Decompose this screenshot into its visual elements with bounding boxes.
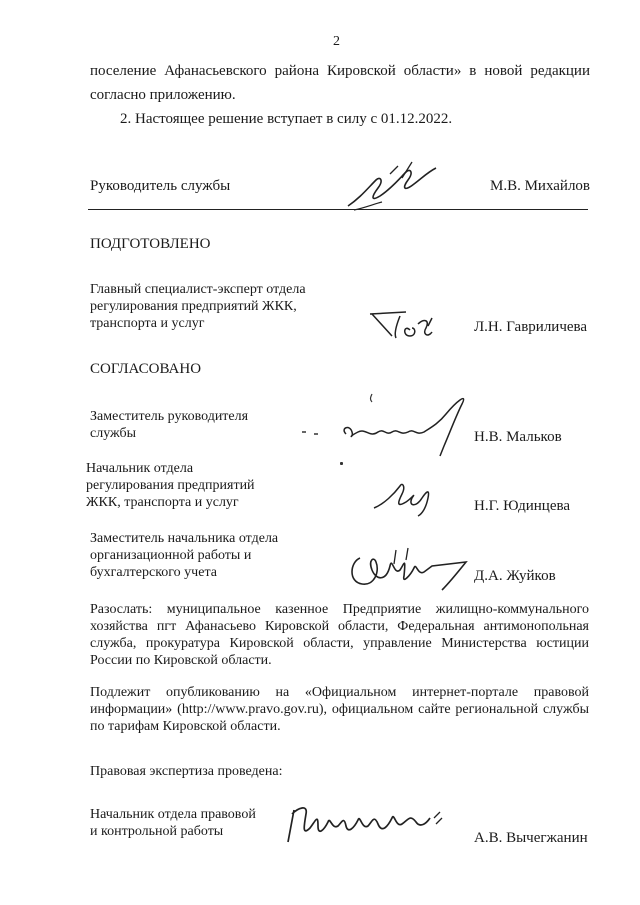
agreed-1-line-2: службы	[90, 426, 137, 441]
page-number: 2	[333, 34, 340, 49]
prepared-name: Л.Н. Гавриличева	[474, 319, 588, 335]
agreed-3-name: Д.А. Жуйков	[474, 568, 556, 584]
intro-line-1: поселение Афанасьевского района Кировской области» в новой редакции	[90, 63, 590, 79]
head-name: М.В. Михайлов	[490, 178, 591, 194]
prepared-heading: ПОДГОТОВЛЕНО	[90, 236, 211, 252]
prepared-line-2: регулирования предприятий ЖКК,	[90, 299, 297, 314]
legal-signature	[284, 800, 444, 850]
agreed-heading: СОГЛАСОВАНО	[90, 361, 202, 377]
agreed-3-line-3: бухгалтерского учета	[90, 565, 217, 580]
agreed-2-name: Н.Г. Юдинцева	[474, 498, 571, 514]
agreed-3-line-1: Заместитель начальника отдела	[90, 531, 279, 546]
legal-name: А.В. Вычегжанин	[474, 830, 588, 846]
agreed-1-name: Н.В. Мальков	[474, 429, 562, 445]
publication-text: Подлежит опубликованию на «Официальном интернет-портале правовой информации» (http://www.pravo.gov.ru), официальном сайте региональной службы по тарифам Кировской области.	[90, 685, 589, 734]
legal-review-text: Правовая экспертиза проведена:	[90, 764, 283, 779]
agreed-2-signature	[372, 478, 442, 518]
intro-line-2: согласно приложению.	[90, 87, 236, 103]
head-signature	[340, 158, 450, 214]
head-underline	[88, 209, 588, 210]
agreed-2-line-2: регулирования предприятий	[86, 478, 255, 493]
agreed-3-signature	[346, 546, 476, 592]
ink-dot	[340, 462, 343, 465]
prepared-signature	[366, 304, 446, 344]
agreed-1-line-1: Заместитель руководителя	[90, 409, 249, 424]
head-title: Руководитель службы	[90, 178, 231, 194]
prepared-line-1: Главный специалист-эксперт отдела	[90, 282, 306, 297]
agreed-2-line-1: Начальник отдела	[86, 461, 194, 476]
item-2: 2. Настоящее решение вступает в силу с 01.12.2022.	[120, 111, 453, 127]
legal-line-2: и контрольной работы	[90, 824, 224, 839]
prepared-line-3: транспорта и услуг	[90, 316, 205, 331]
agreed-3-line-2: организационной работы и	[90, 548, 252, 563]
distribution-text: Разослать: муниципальное казенное Предприятие жилищно-коммунального хозяйства пгт Афанасьево Кировской области, Федеральная антимонопольная служба, прокуратура Кировской области, управление Министерства юстиции России по Кировской области.	[90, 602, 589, 668]
legal-line-1: Начальник отдела правовой	[90, 807, 256, 822]
agreed-2-line-3: ЖКК, транспорта и услуг	[86, 495, 239, 510]
agreed-1-signature	[300, 388, 480, 458]
